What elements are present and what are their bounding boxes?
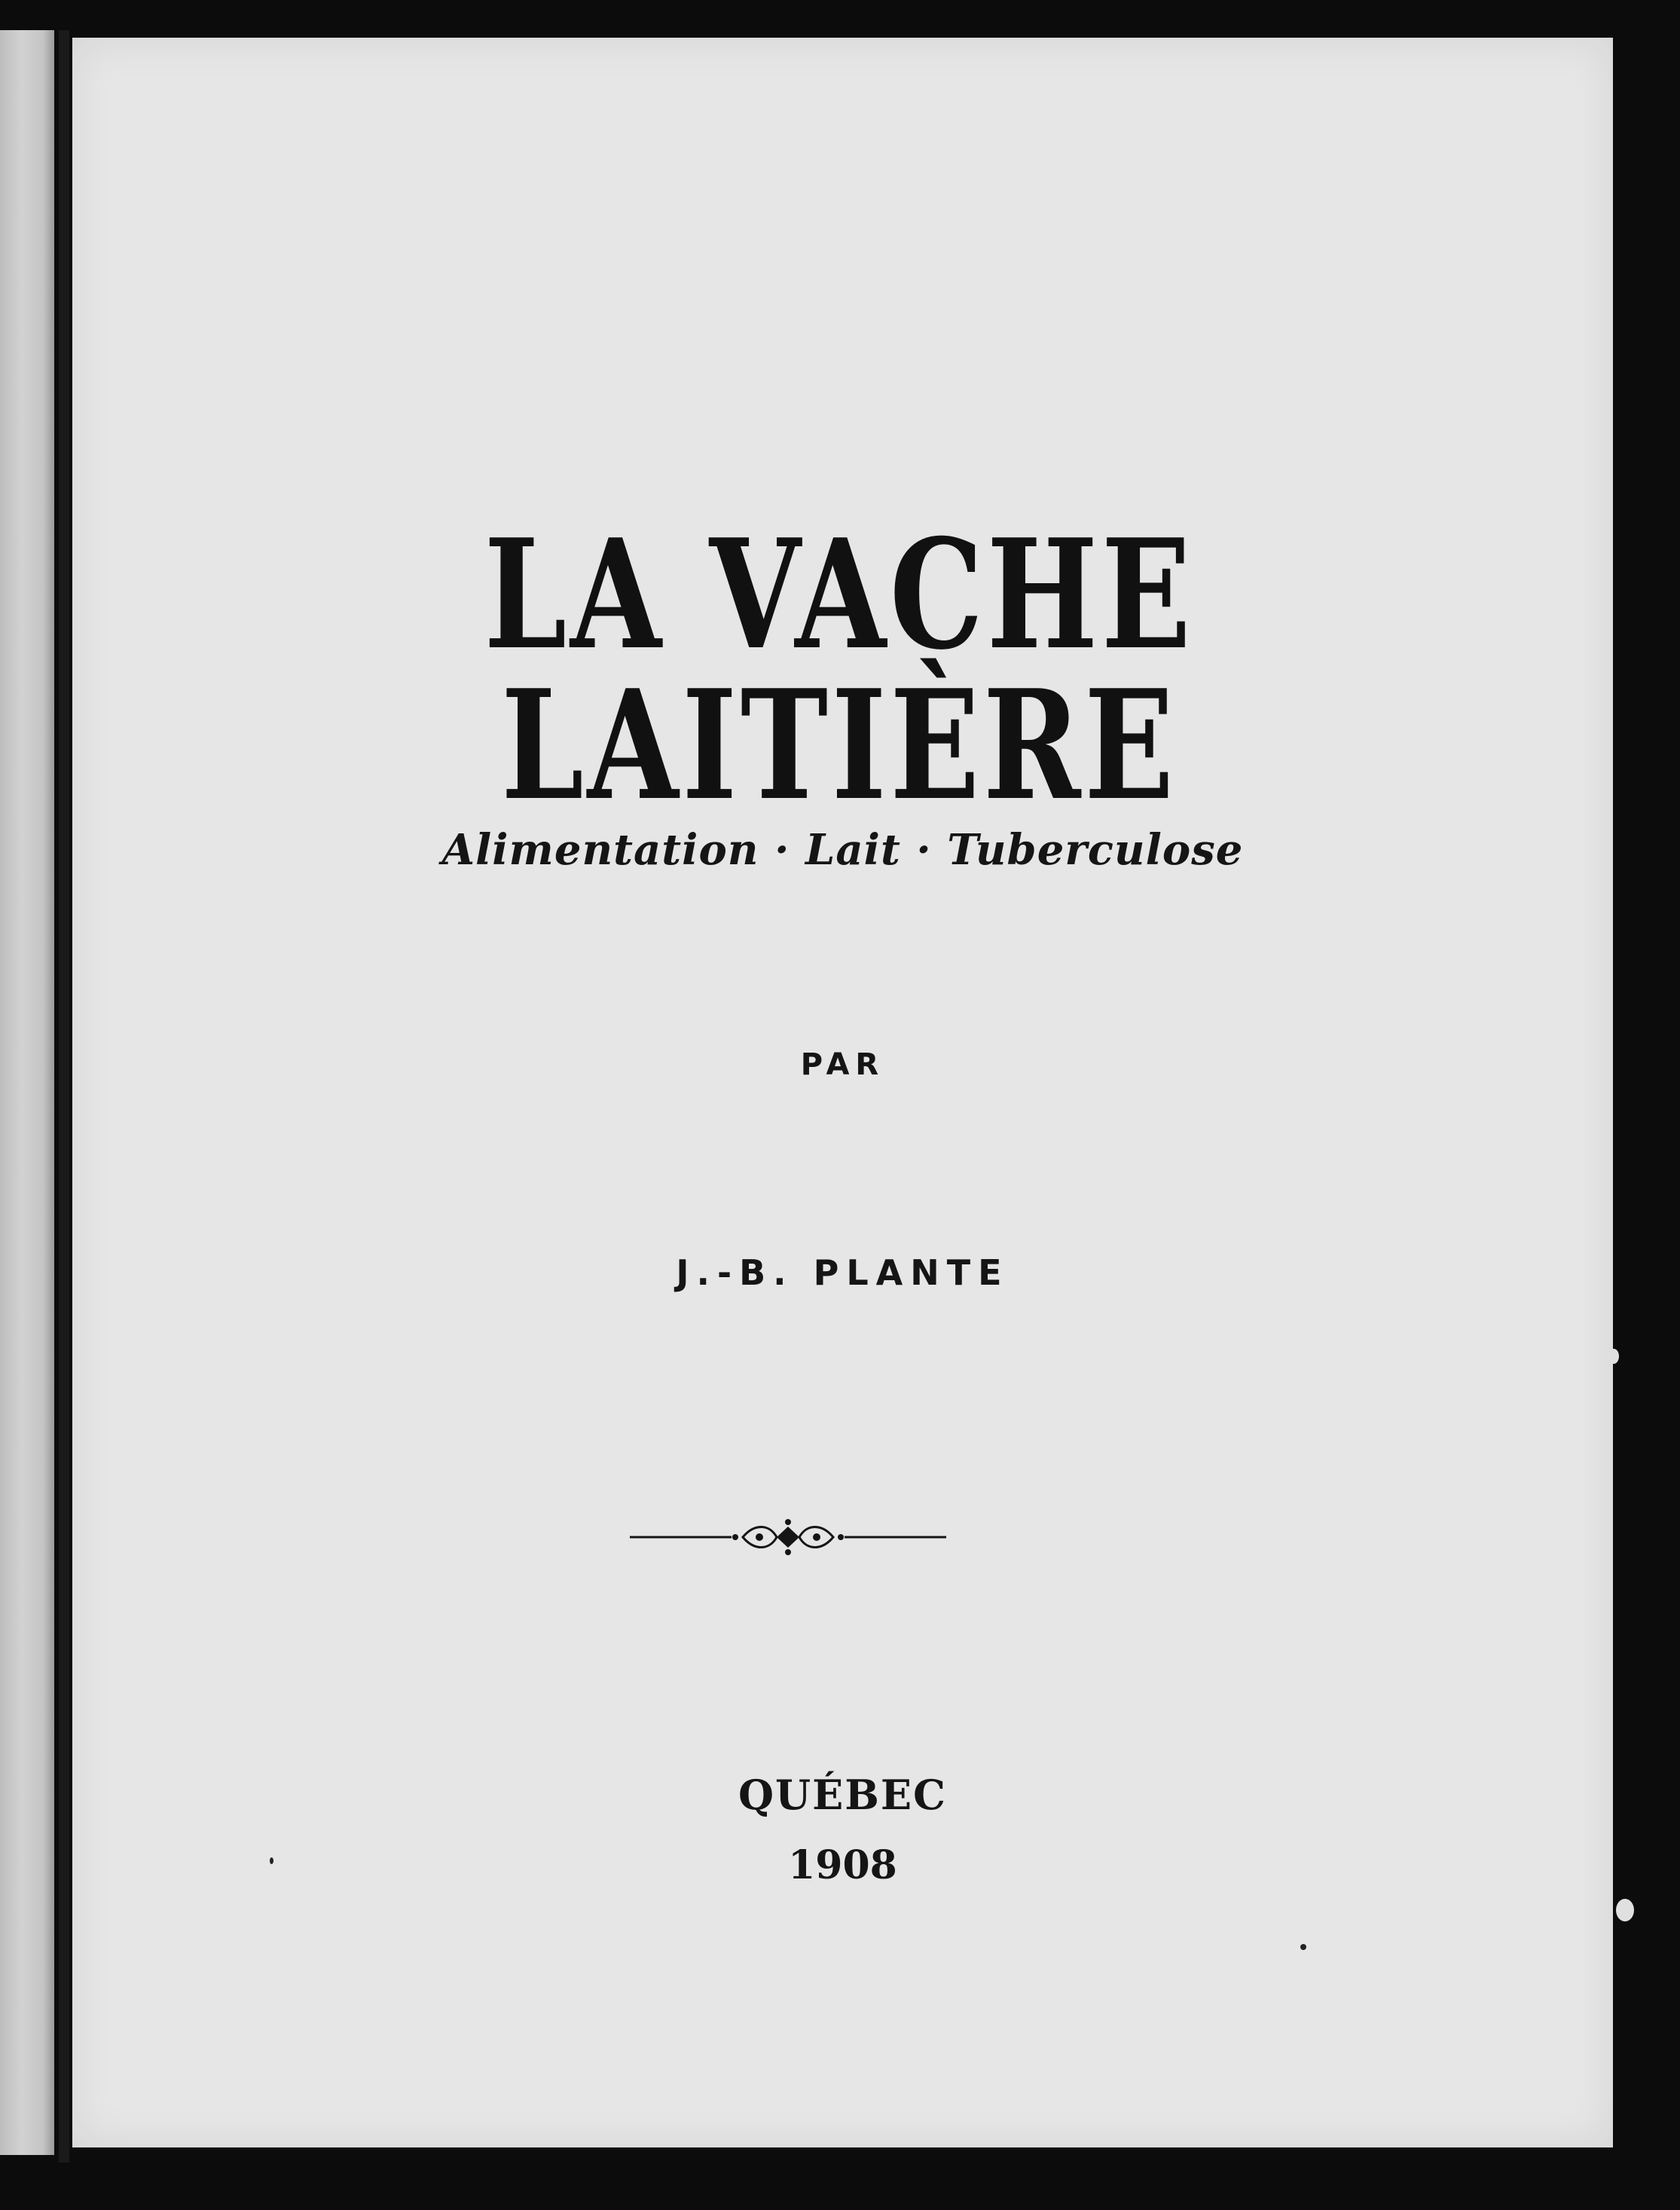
book-title: LA VACHE LAITIÈRE: [484, 506, 1195, 834]
decorative-rule-icon: [630, 1515, 946, 1560]
publication-place: QUÉBEC: [738, 1771, 948, 1819]
publication-year: 1908: [788, 1842, 897, 1888]
page-edge-blot: [1616, 1899, 1634, 1921]
paper-speck: [1300, 1944, 1306, 1950]
author-name: J.-B. PLANTE: [676, 1252, 1010, 1293]
title-page: [72, 38, 1613, 2147]
previous-page-edge: [0, 30, 54, 2155]
by-label: PAR: [800, 1047, 885, 1082]
book-gutter: [59, 30, 69, 2163]
paper-speck: [270, 1857, 273, 1864]
page-edge-blot: [1608, 1349, 1619, 1364]
book-subtitle: Alimentation · Lait · Tuberculose: [441, 825, 1244, 875]
